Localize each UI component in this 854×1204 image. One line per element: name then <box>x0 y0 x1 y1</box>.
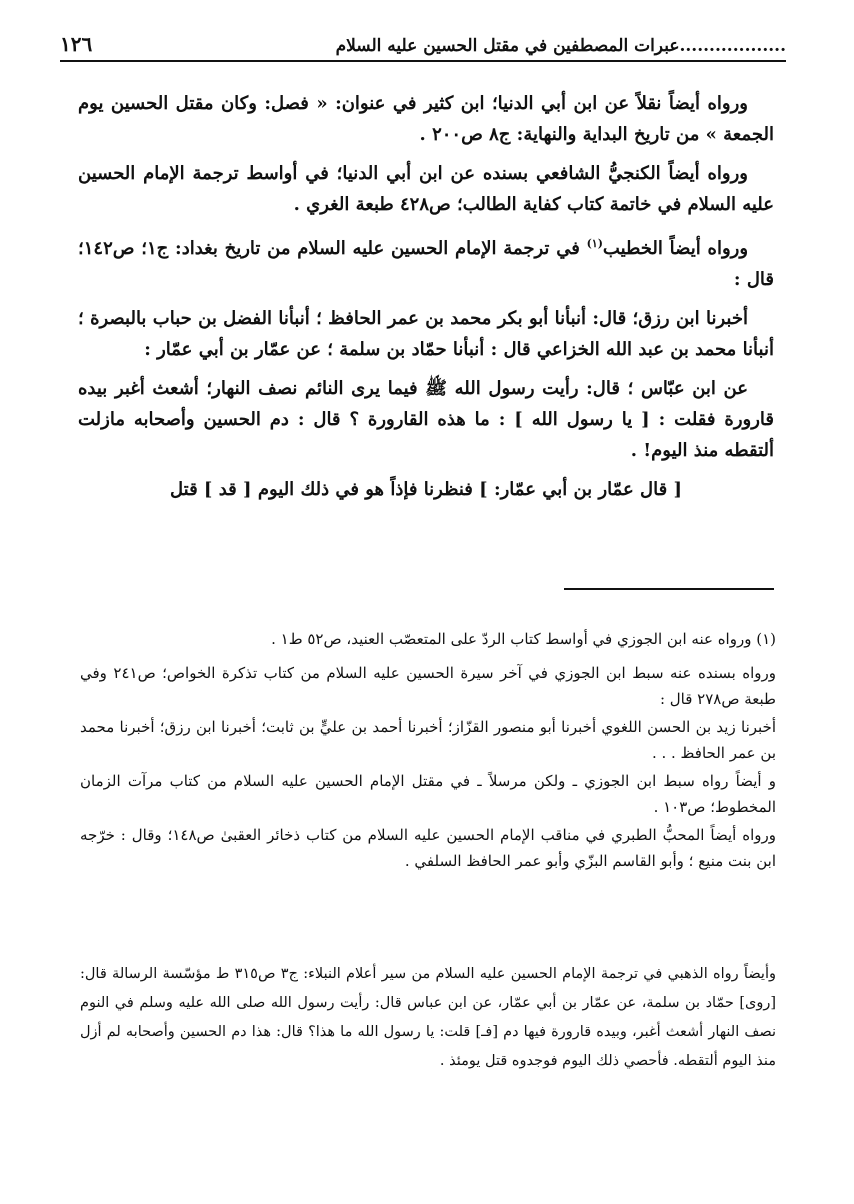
footnote-text: ورواه بسنده عنه سبط ابن الجوزي في آخر سيرة الحسين عليه السلام من كتاب تذكرة الخواص؛ ص٢٤١ وفي طبعة ص٢٧٨ قال : <box>80 664 776 708</box>
footnote-text: ورواه أيضاً المحبُّ الطبري في مناقب الإمام الحسين عليه السلام من كتاب ذخائر العقبىٰ ص١٤٨؛ وقال : خرّجه ابن بنت منيع ؛ وأبو القاسم البزّي وأبو عمر الحافظ السلفي . <box>80 826 776 870</box>
footnote-marker[interactable]: (١) <box>586 237 603 250</box>
main-text <box>78 88 774 513</box>
page-number: ١٢٦ <box>60 32 93 56</box>
footnote-text: (١) ورواه عنه ابن الجوزي في أواسط كتاب الردّ على المتعصّب العنيد، ص٥٢ ط١ . <box>271 630 776 648</box>
paragraph-text: في ترجمة الإمام الحسين عليه السلام من تاريخ بغداد: ج١؛ ص١٤٢؛ قال : <box>78 238 774 290</box>
paragraph-text: ورواه أيضاً الخطيب <box>602 238 749 259</box>
running-title: ..................عبرات المصطفين في مقتل الحسين عليه السلام <box>335 36 786 56</box>
paragraph: أخبرنا ابن رزق؛ قال: أنبأنا أبو بكر محمد بن عمر الحافظ ؛ أنبأنا الفضل بن حباب بالبصرة ؛ أنبأنا محمد بن عبد الله الخزاعي قال : أنبأنا حمّاد بن سلمة ؛ عن عمّار بن أبي عمّار : <box>78 308 774 360</box>
page-header <box>60 22 786 62</box>
paragraph <box>78 228 774 295</box>
paragraph: [ قال عمّار بن أبي عمّار: ] فنظرنا فإذاً هو في ذلك اليوم [ قد ] قتل <box>170 479 682 500</box>
footnote-1-continued <box>80 660 776 876</box>
paragraph: عن ابن عبّاس ؛ قال: رأيت رسول الله ﷺ فيما يرى النائم نصف النهار؛ أشعث أغبر بيده قارورة فقلت : [ يا رسول الله ] : ما هذه القارورة ؟ قال : دم الحسين وأصحابه مازلت ألتقطه منذ اليوم! . <box>78 378 774 461</box>
footnote-text: أخبرنا زيد بن الحسن اللغوي أخبرنا أبو منصور القزّاز؛ أخبرنا أحمد بن عليٍّ بن ثابت؛ أخبرنا ابن رزق؛ أخبرنا محمد بن عمر الحافظ . . . <box>80 718 776 762</box>
footnote-addendum <box>80 960 776 1078</box>
footnote-text: وأيضاً رواه الذهبي في ترجمة الإمام الحسين عليه السلام من سير أعلام النبلاء: ج٣ ص٣١٥ ط مؤسّسة الرسالة قال: [روى] حمّاد بن سلمة، عن عمّار بن أبي عمّار، عن ابن عباس قال: رأيت رسول الله صلى الله عليه وسلم في النوم نصف النهار أشعث أغبر، وبيده قارورة فيها دم [فـ] قلت: يا رسول الله ما هذا؟ قال: هذا دم الحسين وأصحابه لم أزل منذ اليوم ألتقطه. فأحصي ذلك اليوم فوجدوه قتل يومئذ . <box>80 966 776 1069</box>
footnote-separator <box>564 588 774 590</box>
footnote-text: و أيضاً رواه سبط ابن الجوزي ـ ولكن مرسلاً ـ في مقتل الإمام الحسين عليه السلام من كتاب مرآت الزمان المخطوط؛ ص١٠٣ . <box>80 772 776 816</box>
paragraph: ورواه أيضاً الكنجيُّ الشافعي بسنده عن ابن أبي الدنيا؛ في أواسط ترجمة الإمام الحسين عليه السلام في خاتمة كتاب كفاية الطالب؛ ص٤٢٨ طبعة الغري . <box>78 163 774 215</box>
paragraph: ورواه أيضاً نقلاً عن ابن أبي الدنيا؛ ابن كثير في عنوان: « فصل: وكان مقتل الحسين يوم الجمعة » من تاريخ البداية والنهاية: ج٨ ص٢٠٠ . <box>78 93 774 145</box>
footnote-1 <box>80 626 776 654</box>
